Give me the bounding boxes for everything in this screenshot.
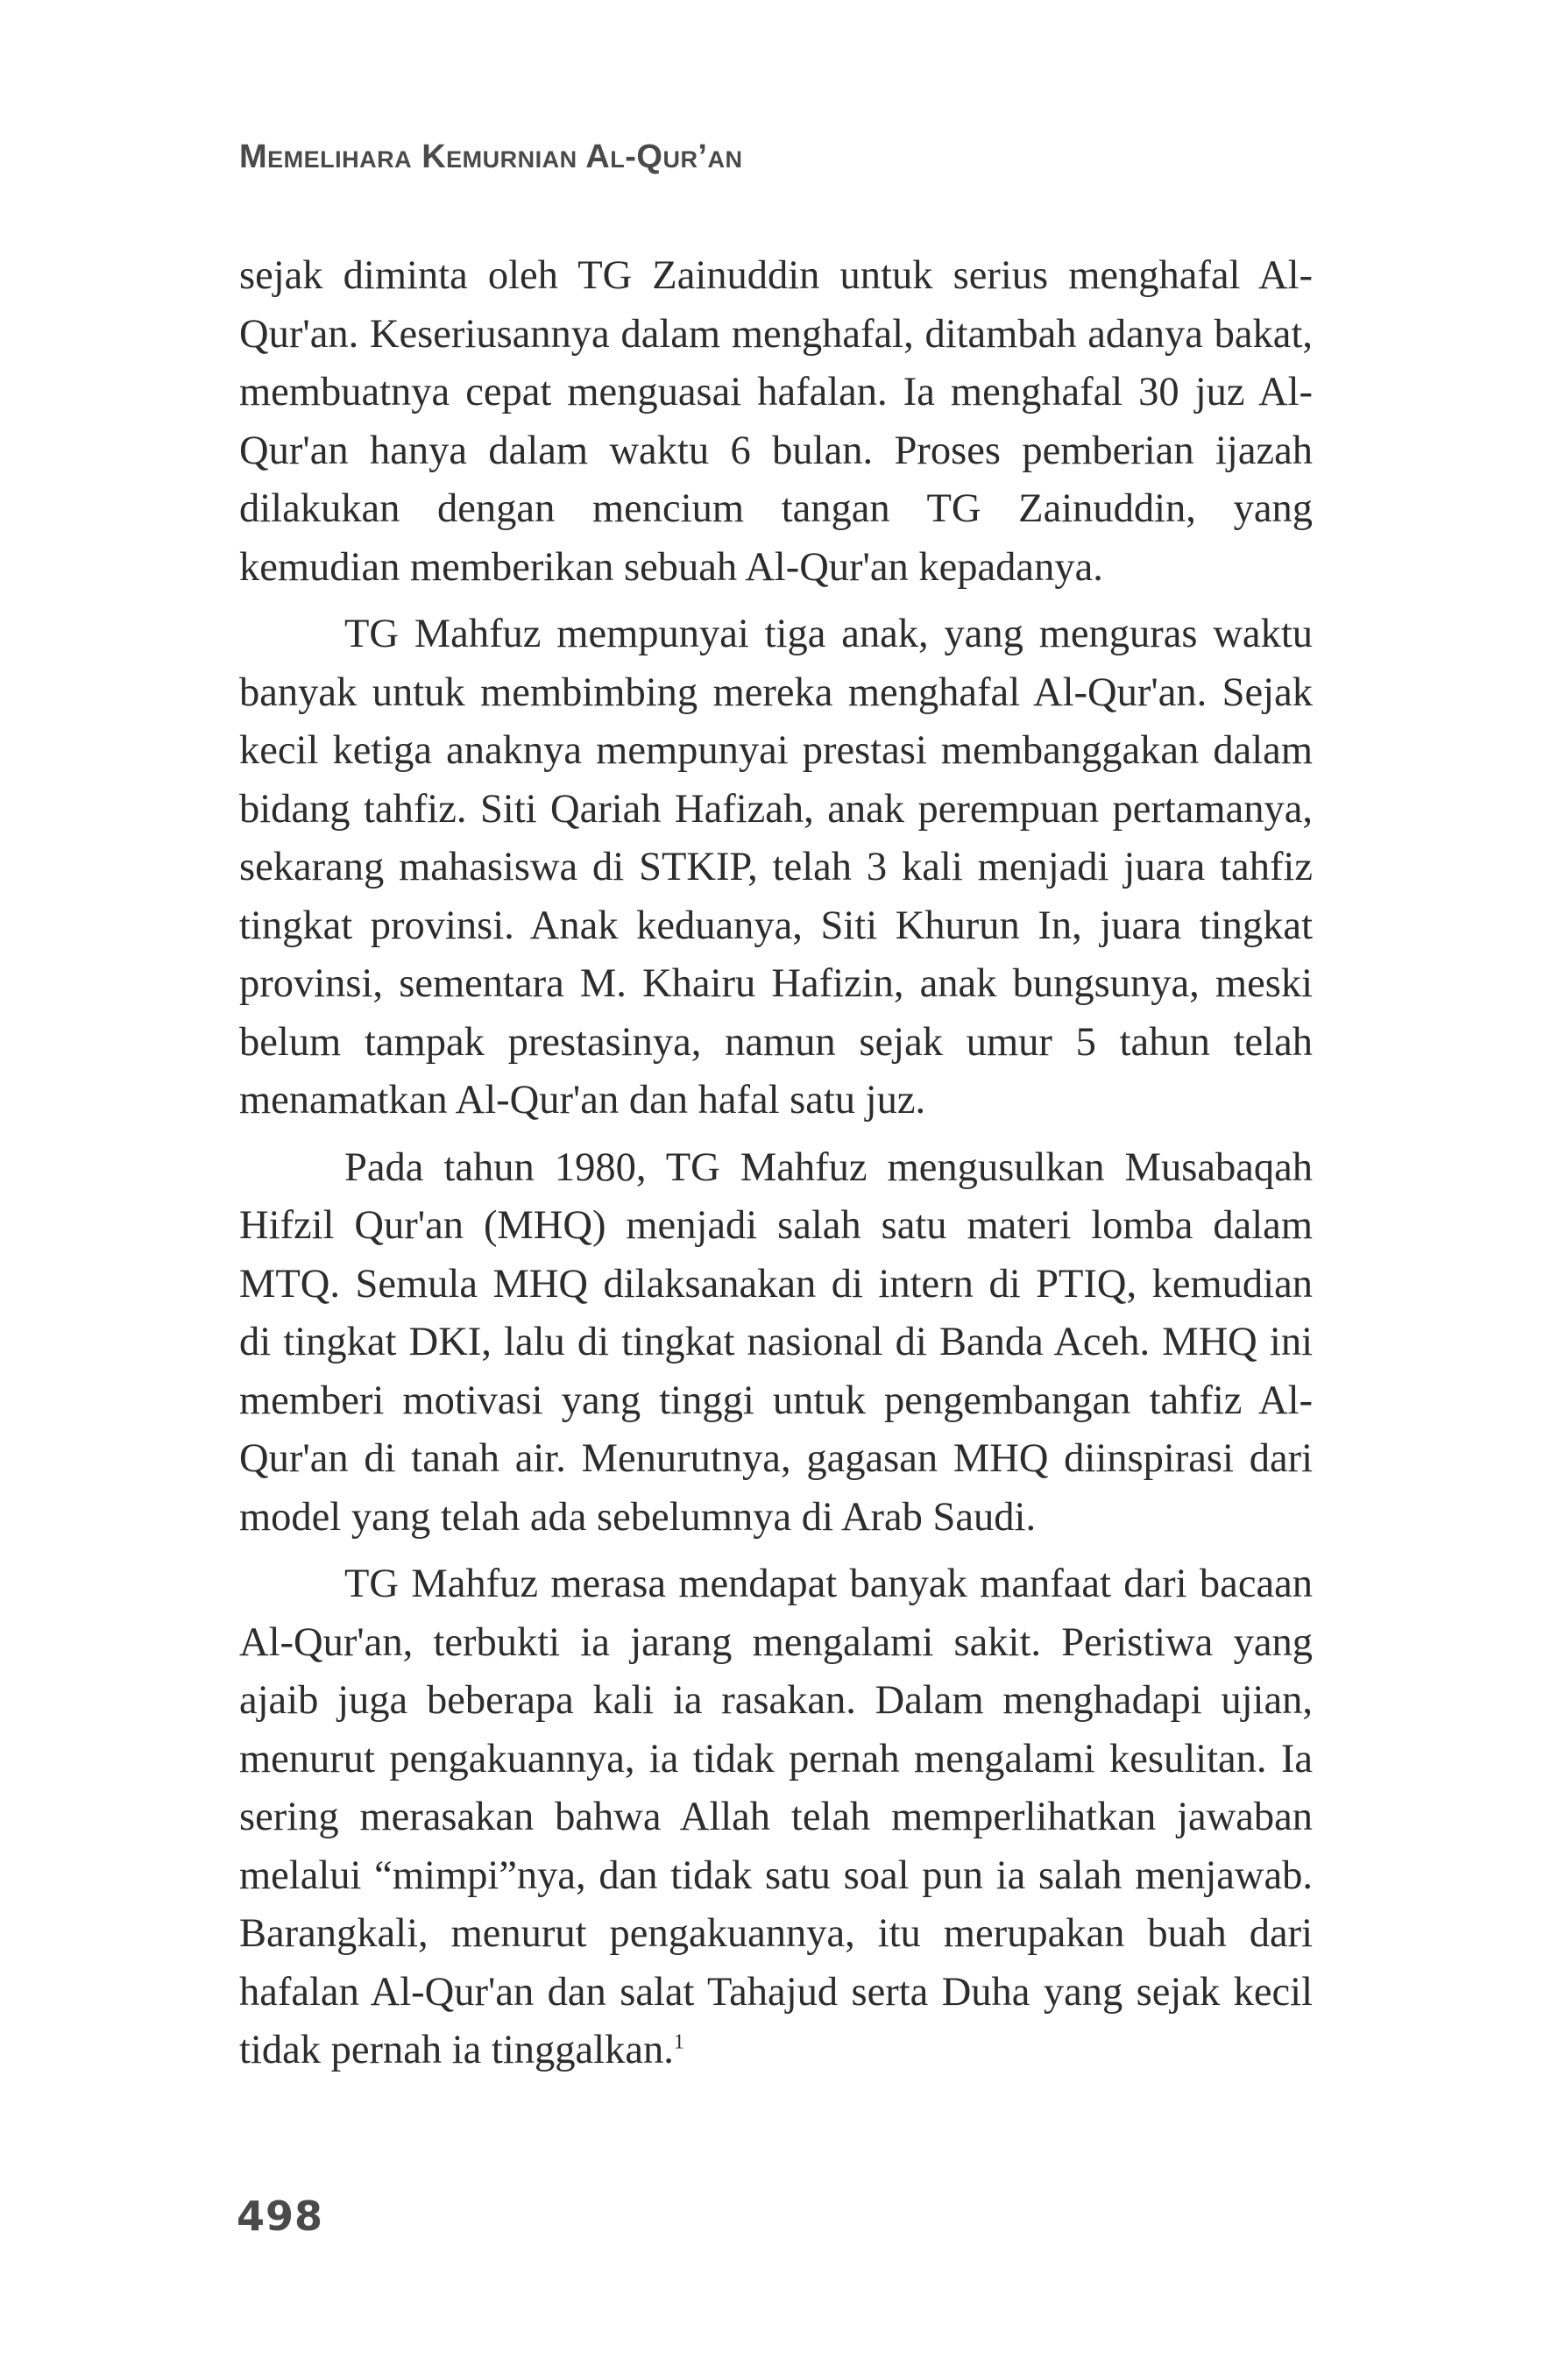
paragraph: sejak diminta oleh TG Zainuddin untuk serius menghafal Al-Qur'an. Keseriusannya dalam menghafal, ditambah adanya bakat, membuatnya cepat menguasai hafalan. Ia menghafal 30 juz Al-Qur'an hanya dalam waktu 6 bulan. Proses pemberian ijazah dilakukan dengan mencium tangan TG Zainuddin, yang kemudian memberikan sebuah Al-Qur'an kepadanya. xyxy=(239,253,1313,590)
paragraph: TG Mahfuz mempunyai tiga anak, yang menguras waktu banyak untuk membimbing mereka menghafal Al-Qur'an. Sejak kecil ketiga anaknya mempunyai prestasi membanggakan dalam bidang tahfiz. Siti Qariah Hafizah, anak perempuan pertamanya, sekarang mahasiswa di STKIP, telah 3 kali menjadi juara tahfiz tingkat provinsi. Anak keduanya, Siti Khurun In, juara tingkat provinsi, sementara M. Khairu Hafizin, anak bungsunya, meski belum tampak prestasinya, namun sejak umur 5 tahun telah menamatkan Al-Qur'an dan hafal satu juz. xyxy=(239,612,1313,1123)
paragraph-text: TG Mahfuz merasa mendapat banyak manfaat dari bacaan Al-Qur'an, terbukti ia jarang mengalami sakit. Peristiwa yang ajaib juga beberapa kali ia rasakan. Dalam menghadapi ujian, menurut pengakuannya, ia tidak pernah mengalami kesulitan. Ia sering merasakan bahwa Allah telah memperlihatkan jawaban melalui “mimpi”nya, dan tidak satu soal pun ia salah menjawab. Barangkali, menurut pengakuannya, itu merupakan buah dari hafalan Al-Qur'an dan salat Tahajud serta Duha yang sejak kecil tidak pernah ia tinggalkan. xyxy=(239,1562,1313,2072)
running-header: Memelihara Kemurnian Al-Qur’an xyxy=(239,138,743,175)
paragraph: Pada tahun 1980, TG Mahfuz mengusulkan Musabaqah Hifzil Qur'an (MHQ) menjadi salah satu materi lomba dalam MTQ. Semula MHQ dilaksanakan di intern di PTIQ, kemudian di tingkat DKI, lalu di tingkat nasional di Banda Aceh. MHQ ini memberi motivasi yang tinggi untuk pengembangan tahfiz Al-Qur'an di tanah air. Menurutnya, gagasan MHQ diinspirasi dari model yang telah ada sebelumnya di Arab Saudi. xyxy=(239,1144,1313,1540)
page-number: 498 xyxy=(237,2192,324,2240)
body-text xyxy=(239,247,1313,2089)
paragraph xyxy=(239,1555,1313,2080)
footnote-reference[interactable]: 1 xyxy=(673,2030,684,2054)
